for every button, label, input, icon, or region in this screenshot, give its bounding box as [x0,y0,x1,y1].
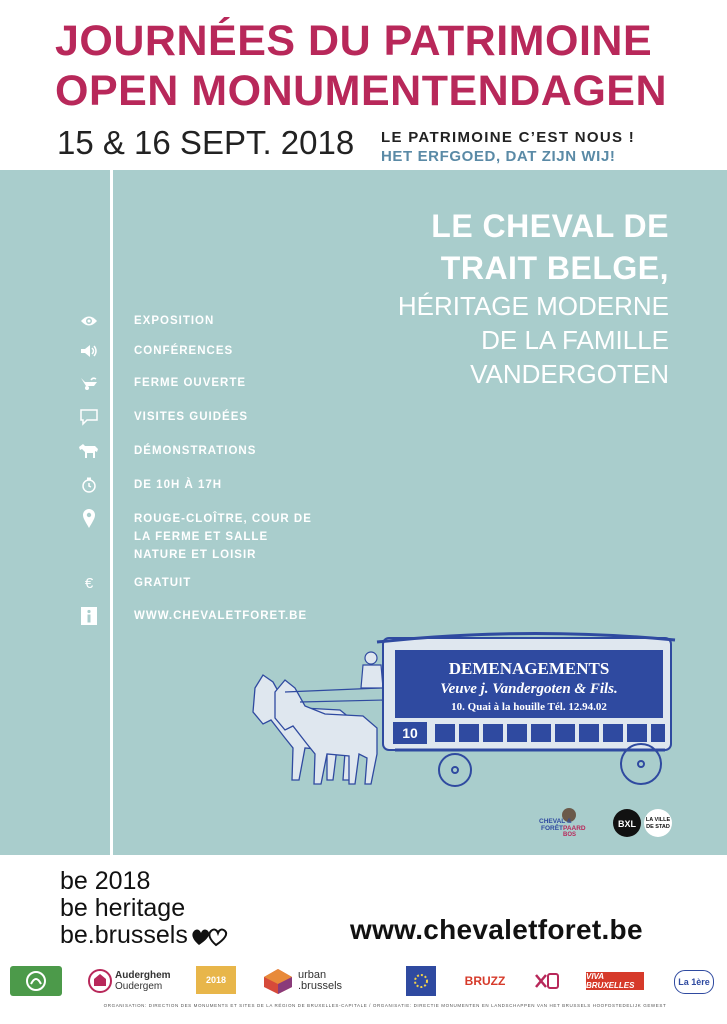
brussels-label: .brussels [298,980,343,992]
svg-text:LA VILLE: LA VILLE [645,817,671,823]
region-logo [10,966,62,996]
panel-divider [110,170,113,855]
oudergem-label: Oudergem [115,981,163,992]
headline-line-4: DE LA FAMILLE [481,325,669,355]
cart-address: 10. Quai à la houille Tél. 12.94.02 [451,701,607,713]
urban-label: urban [298,969,327,981]
info-icon [78,607,100,625]
info-label: CONFÉRENCES [134,345,234,357]
headline-line-2: TRAIT BELGE, [440,250,669,286]
footer-website-link[interactable]: www.chevaletforet.be [350,914,643,945]
cart-company: Veuve j. Vandergoten & Fils. [440,681,618,697]
slogan-dutch: HET ERFGOED, DAT ZIJN WIJ! [381,148,616,165]
info-label: FERME OUVERTE [134,377,247,389]
info-label: ROUGE-CLOÎTRE, COUR DE LA FERME ET SALLE NATURE ET LOISIR [134,513,312,561]
euro-icon: € [84,574,94,592]
auderghem-logo [88,966,170,996]
wheelbarrow-icon [78,374,100,392]
year-label: 2018 [205,975,227,985]
location-pin-icon [78,510,100,528]
info-label: GRATUIT [134,577,192,589]
title-french: JOURNÉES DU PATRIMOINE [55,17,653,65]
eu-logo [406,966,436,996]
la-premiere-logo: La 1ère [674,970,714,994]
info-label: DÉMONSTRATIONS [134,445,257,457]
organisation-credits: ORGANISATION: DIRECTION DES MONUMENTS ET SITES DE LA RÉGION DE BRUXELLES-CAPITALE / ORGANISATIE: DIRECTIE MONUMENTEN EN LANDSCHAPPEN VAN HET BRUSSELS HOOFDSTEDELIJK GEWEST [103,1003,667,1008]
cart-heading: DEMENAGEMENTS [448,659,610,678]
tagline-line-2: be heritage [60,894,186,922]
clock-icon [78,476,100,494]
svg-text:DE STAD: DE STAD [646,824,670,830]
speech-bubble-icon [78,408,100,426]
eye-icon [78,312,100,330]
horse-icon [78,442,100,460]
year-2018-logo [196,966,236,994]
bx1-logo [532,966,562,996]
headline-line-3: HÉRITAGE MODERNE [397,291,669,321]
headline-line-5: VANDERGOTEN [470,359,669,389]
cheval-foret-logo [537,806,586,838]
auderghem-label: Auderghem [115,970,171,981]
tagline-line-1: be 2018 [60,867,151,895]
bxl-ville-logo [612,808,674,838]
event-dates: 15 & 16 SEPT. 2018 [57,124,355,161]
title-dutch: OPEN MONUMENTENDAGEN [55,67,668,115]
slogan-french: LE PATRIMOINE C’EST NOUS ! [381,129,636,146]
speaker-icon [78,342,100,360]
svg-text:PAARD: PAARD [563,825,586,832]
svg-text:BOS: BOS [563,832,577,838]
tagline-line-3: be.brussels [60,921,188,949]
bruzz-logo: BRUZZ [464,974,506,988]
info-label: EXPOSITION [134,315,215,327]
svg-text:CHEVAL &: CHEVAL & [539,818,572,825]
svg-text:FORÊT: FORÊT [541,825,564,832]
headline [398,205,669,391]
urban-brussels-logo [262,966,362,996]
info-label: VISITES GUIDÉES [134,411,249,423]
heritage-tagline [60,868,228,949]
info-label: DE 10H À 17H [134,479,223,491]
viva-bruxelles-logo: VIVA BRUXELLES [586,972,644,990]
cart-number: 10 [402,725,418,741]
info-label: WWW.CHEVALETFORET.BE [134,610,308,622]
headline-line-1: LE CHEVAL DE [431,208,669,244]
bxl-label: BXL [618,819,636,829]
horse-cart-illustration [245,630,675,805]
hearts-icon [190,925,228,947]
